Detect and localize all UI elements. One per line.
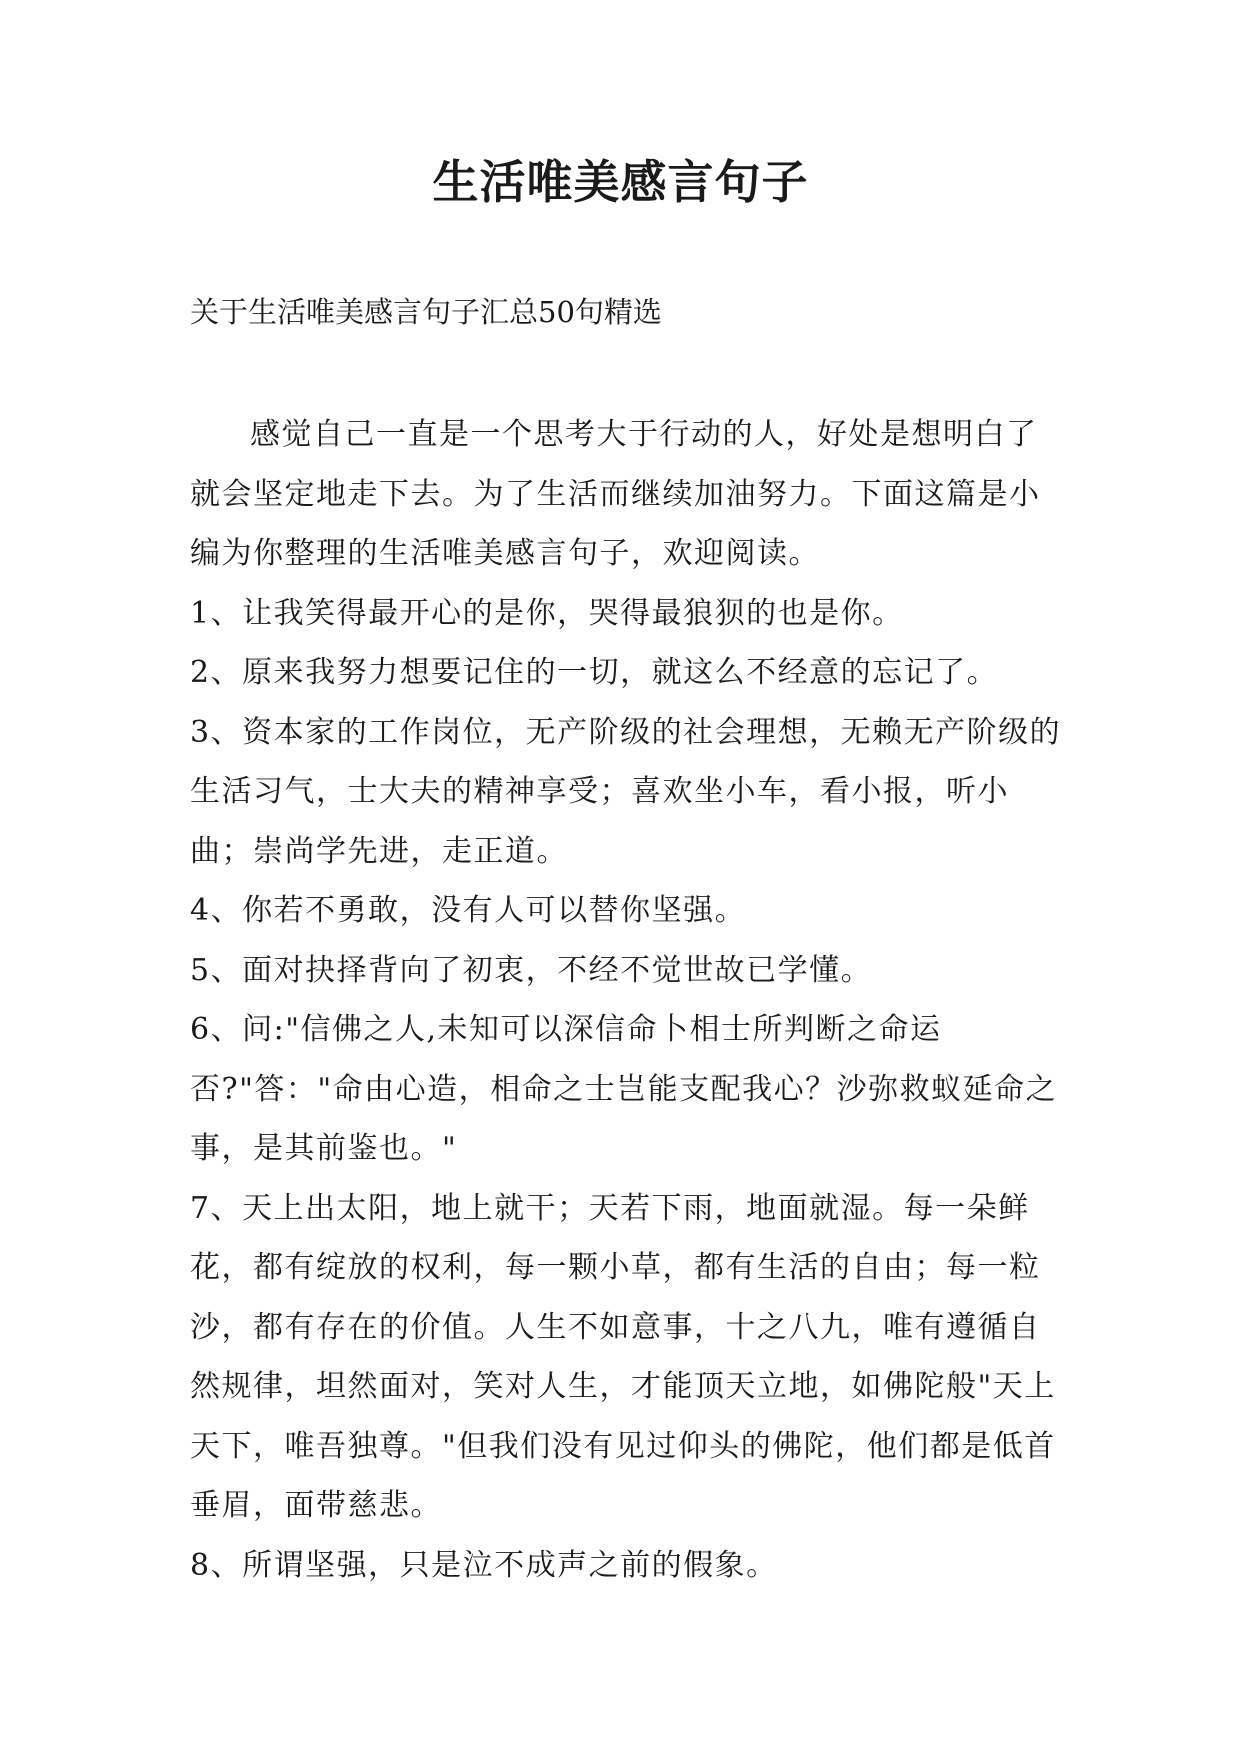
document-title: 生活唯美感言句子 <box>432 155 809 209</box>
list-item: 3、资本家的工作岗位，无产阶级的社会理想，无赖无产阶级的生活习气，士大夫的精神享受；喜欢坐小车，看小报，听小曲；崇尚学先进，走正道。 <box>190 714 1062 869</box>
document-subtitle: 关于生活唯美感言句子汇总50句精选 <box>190 295 662 329</box>
list-item: 4、你若不勇敢，没有人可以替你坚强。 <box>190 893 747 928</box>
list-item: 6、问:"信佛之人,未知可以深信命卜相士所判断之命运否?"答："命由心造，相命之士岂能支配我心？沙弥救蚁延命之事，是其前鉴也。" <box>190 1012 1058 1166</box>
document-body <box>190 405 1066 1595</box>
intro-paragraph: 感觉自己一直是一个思考大于行动的人，好处是想明白了就会坚定地走下去。为了生活而继续加油努力。下面这篇是小编为你整理的生活唯美感言句子，欢迎阅读。 <box>190 417 1041 571</box>
list-item: 5、面对抉择背向了初衷，不经不觉世故已学懂。 <box>190 952 873 988</box>
list-item: 2、原来我努力想要记住的一切，就这么不经意的忘记了。 <box>190 655 999 690</box>
list-item: 7、天上出太阳，地上就干；天若下雨，地面就湿。每一朵鲜花，都有绽放的权利，每一颗小草，都有生活的自由；每一粒沙，都有存在的价值。人生不如意事，十之八九，唯有遵循自然规律，坦然面对，笑对人生，才能顶天立地，如佛陀般"天上天下，唯吾独尊。"但我们没有见过仰头的佛陀，他们都是低首垂眉，面带慈悲。 <box>190 1190 1056 1523</box>
list-item: 1、让我笑得最开心的是你，哭得最狼狈的也是你。 <box>190 595 904 631</box>
list-item: 8、所谓坚强，只是泣不成声之前的假象。 <box>190 1547 778 1583</box>
